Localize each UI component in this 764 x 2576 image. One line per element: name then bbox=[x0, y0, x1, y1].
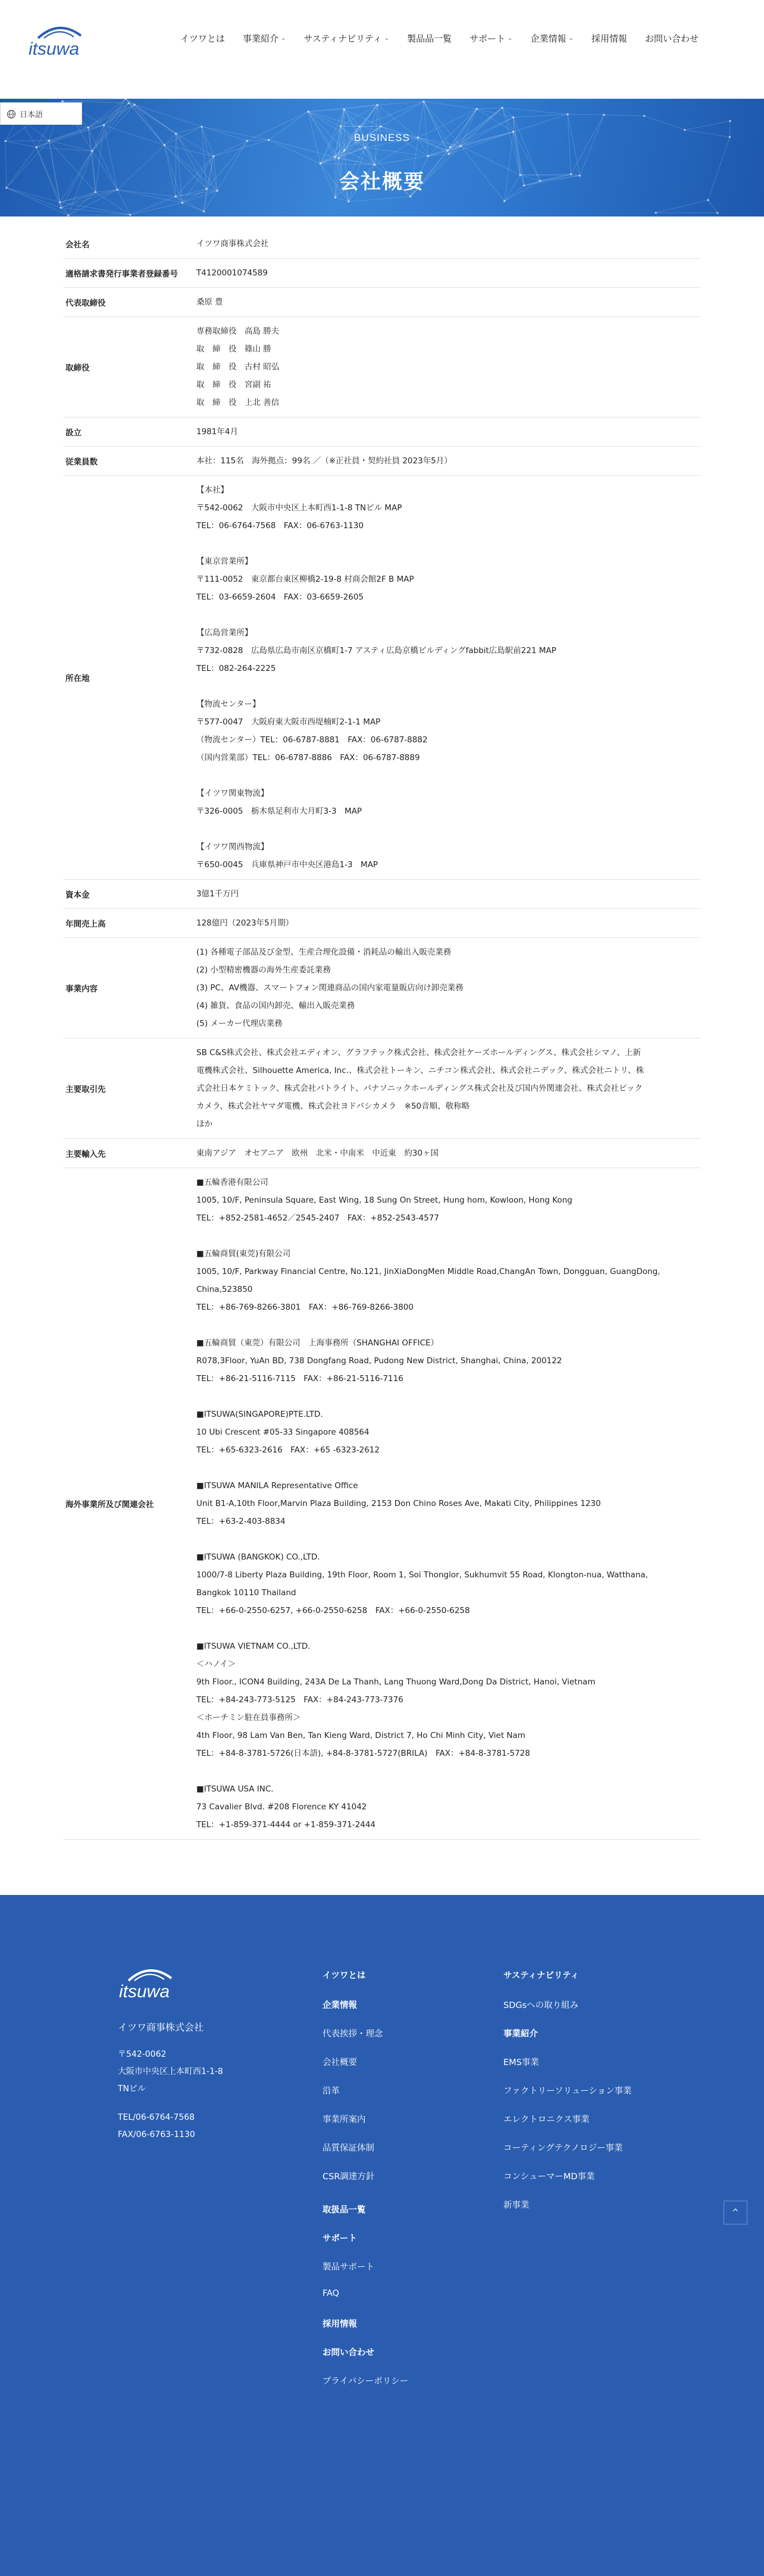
footer-logo[interactable] bbox=[117, 1963, 188, 2007]
chevron-down-icon: ⌄ bbox=[384, 35, 390, 42]
row-value-line: Unit B1-A,10th Floor,Marvin Plaza Building, 2153 Don Chino Roses Ave, Makati City, Philippines 1230 bbox=[196, 1499, 601, 1508]
row-value-line: 3億1千万円 bbox=[196, 889, 239, 899]
row-value-line: TEL：+84-243-773-5125 FAX：+84-243-773-7376 bbox=[196, 1695, 403, 1705]
row-value-line: 1005, 10/F, Parkway Financial Centre, No.121, JinXiaDongMen Middle Road,ChangAn Town, Dongguan, GuangDong, bbox=[196, 1267, 660, 1276]
row-value-line bbox=[196, 535, 701, 553]
row-value-line: ■ITSUWA (BANGKOK) CO.,LTD. bbox=[196, 1552, 320, 1562]
row-value bbox=[196, 418, 701, 446]
footer-link[interactable]: イツワとは bbox=[322, 1971, 366, 1981]
row-value bbox=[196, 1168, 701, 1839]
table-row bbox=[63, 288, 701, 317]
logo[interactable] bbox=[26, 20, 98, 62]
row-value-line: (4) 雑貨、食品の国内卸売、輸出入販売業務 bbox=[196, 1001, 355, 1011]
row-label: 所在地 bbox=[65, 674, 90, 683]
nav-item-label: 採用情報 bbox=[591, 33, 627, 44]
row-value-line: 東南アジア オセアニア 欧州 北米・中南米 中近東 約30ヶ国 bbox=[196, 1149, 439, 1158]
chevron-down-icon: ⌄ bbox=[508, 35, 513, 42]
row-value-line: 〒326-0005 栃木県足利市大月町3-3 MAP bbox=[196, 807, 362, 816]
row-value-line: 9th Floor., ICON4 Building, 243A De La Thanh, Lang Thuong Ward,Dong Da District, Hanoi, Vietnam bbox=[196, 1677, 596, 1687]
row-value bbox=[196, 909, 701, 937]
row-value bbox=[196, 288, 701, 316]
table-row bbox=[63, 1168, 701, 1840]
network-pattern-icon bbox=[0, 99, 764, 217]
row-value-line: (3) PC、AV機器、スマートフォン関連商品の国内家電量販店向け卸売業務 bbox=[196, 983, 464, 993]
row-value-line: 〒650-0045 兵庫県神戸市中央区港島1-3 MAP bbox=[196, 860, 378, 870]
table-row bbox=[63, 880, 701, 909]
footer-logo-icon bbox=[117, 1963, 188, 2004]
footer-contact bbox=[118, 2109, 195, 2144]
nav-item[interactable] bbox=[645, 32, 699, 45]
row-value-line: ＜ホーチミン駐在員事務所＞ bbox=[196, 1713, 301, 1722]
company-overview-table bbox=[63, 230, 701, 1840]
site-header bbox=[0, 0, 764, 71]
row-value-line: 取 締 役 上北 善信 bbox=[196, 398, 280, 407]
row-value-line: TEL：+1-859-371-4444 or +1-859-371-2444 bbox=[196, 1820, 376, 1830]
row-value-line bbox=[196, 1388, 701, 1405]
main-nav bbox=[162, 32, 699, 45]
page-title: 会社概要 bbox=[339, 170, 425, 194]
nav-item[interactable] bbox=[591, 32, 627, 45]
row-value-line: ほか bbox=[196, 1119, 212, 1129]
chevron-down-icon: ⌄ bbox=[280, 35, 286, 42]
footer-fax: FAX/06-6763-1130 bbox=[118, 2130, 195, 2139]
row-value-line bbox=[196, 820, 701, 838]
row-value-line: ＜ハノイ＞ bbox=[196, 1659, 236, 1669]
row-value-line: 10 Ubi Crescent #05-33 Singapore 408564 bbox=[196, 1427, 370, 1437]
row-value-line: TEL：+86-769-8266-3801 FAX：+86-769-8266-3800 bbox=[196, 1303, 414, 1312]
row-value-line bbox=[196, 1316, 701, 1334]
footer-link[interactable]: 沿革 bbox=[322, 2086, 340, 2096]
hero-banner bbox=[0, 99, 764, 217]
row-value-line: (2) 小型精密機器の海外生産委託業務 bbox=[196, 965, 331, 975]
back-to-top-button[interactable] bbox=[724, 2201, 747, 2224]
row-value-line bbox=[196, 767, 701, 785]
table-row bbox=[63, 909, 701, 938]
row-value-line bbox=[196, 606, 701, 624]
footer-link[interactable]: サポート bbox=[322, 2234, 357, 2244]
footer-link[interactable]: CSR調達方針 bbox=[322, 2172, 375, 2182]
row-value-line: 【イツワ関東物流】 bbox=[196, 789, 269, 798]
hero-subtitle: BUSINESS bbox=[354, 132, 410, 143]
row-value-line: ■五輪商貿(東莞)有限公司 bbox=[196, 1249, 291, 1259]
footer-address-line: TNビル bbox=[118, 2084, 146, 2094]
row-value-line: TEL：+86-21-5116-7115 FAX：+86-21-5116-7116 bbox=[196, 1374, 403, 1383]
row-value-line bbox=[196, 1227, 701, 1245]
row-value-line: （物流センター）TEL：06-6787-8881 FAX：06-6787-8882 bbox=[196, 735, 428, 745]
row-label: 取締役 bbox=[65, 363, 90, 373]
row-value-line: イツワ商事株式会社 bbox=[196, 239, 269, 249]
footer-link[interactable]: 事業所案内 bbox=[322, 2115, 366, 2125]
footer-link[interactable]: SDGsへの取り組み bbox=[503, 2001, 579, 2010]
svg-text:itsuwa: itsuwa bbox=[29, 39, 80, 59]
row-value-line: TEL：03-6659-2604 FAX：03-6659-2605 bbox=[196, 592, 364, 602]
footer-link[interactable]: EMS事業 bbox=[503, 2058, 539, 2067]
table-row bbox=[63, 447, 701, 476]
row-value-line: TEL：+84-8-3781-5726(日本語), +84-8-3781-5727(BRILA) FAX：+84-8-3781-5728 bbox=[196, 1749, 530, 1758]
row-value-line: (1) 各種電子部品及び金型、生産合理化設備・消耗品の輸出入販売業務 bbox=[196, 947, 452, 957]
site-footer bbox=[0, 1895, 764, 2576]
table-row bbox=[63, 317, 701, 418]
footer-link[interactable]: コンシューマーMD事業 bbox=[503, 2172, 595, 2182]
row-value-line bbox=[196, 1620, 701, 1637]
footer-link[interactable]: 製品サポート bbox=[322, 2263, 374, 2272]
nav-item-label: イツワとは bbox=[180, 33, 225, 44]
row-value-line: ■五輪香港有限公司 bbox=[196, 1178, 268, 1187]
footer-link[interactable]: エレクトロニクス事業 bbox=[503, 2115, 590, 2125]
row-label: 適格請求書発行事業者登録番号 bbox=[65, 269, 178, 279]
row-value bbox=[196, 317, 701, 417]
row-value-line: 〒542-0062 大阪市中央区上本町西1-1-8 TNビル MAP bbox=[196, 503, 402, 513]
nav-item[interactable] bbox=[243, 32, 286, 45]
footer-link[interactable]: プライバシーポリシー bbox=[322, 2377, 409, 2386]
table-row bbox=[63, 1139, 701, 1168]
row-value-line: 〒111-0052 東京都台東区柳橋2-19-8 村商会館2F B MAP bbox=[196, 575, 414, 584]
nav-item-label: 製品品一覧 bbox=[407, 33, 452, 44]
row-value-line: T4120001074589 bbox=[196, 268, 268, 278]
row-value-line: 4th Floor, 98 Lam Van Ben, Tan Kieng Ward, District 7, Ho Chi Minh City, Viet Nam bbox=[196, 1731, 525, 1740]
row-value-line: ■ITSUWA VIETNAM CO.,LTD. bbox=[196, 1642, 311, 1651]
language-selector[interactable] bbox=[0, 102, 82, 125]
row-value-line: 【物流センター】 bbox=[196, 699, 261, 709]
footer-link[interactable]: 品質保証体制 bbox=[322, 2144, 374, 2153]
row-label: 海外事業所及び関連会社 bbox=[65, 1500, 154, 1510]
footer-link[interactable]: サスティナビリティ bbox=[503, 1971, 580, 1981]
row-label: 主要輸入先 bbox=[65, 1150, 106, 1159]
row-value-line: 【イツワ関西物流】 bbox=[196, 842, 269, 852]
row-value-line: 本社：115名 海外拠点：99名 ／（※正社員・契約社員 2023年5月） bbox=[196, 456, 452, 466]
row-value-line: 式会社日本ケミトック、株式会社パトライト、パナソニックホールディングス株式会社及び国内外関連会社、株式会社ビック bbox=[196, 1084, 643, 1093]
svg-text:itsuwa: itsuwa bbox=[119, 1982, 170, 2001]
nav-item-label: 企業情報 bbox=[530, 33, 566, 44]
row-value bbox=[196, 880, 701, 908]
row-value-line: 〒732-0828 広島県広島市南区京橋町1-7 アスティ広島京橋ビルディングfabbit広島駅前221 MAP bbox=[196, 646, 556, 655]
row-value-line: TEL：+852-2581-4652／2545-2407 FAX：+852-2543-4577 bbox=[196, 1213, 439, 1223]
footer-link[interactable]: 会社概要 bbox=[322, 2058, 357, 2067]
footer-company-name: イツワ商事株式会社 bbox=[118, 2022, 204, 2033]
nav-item[interactable] bbox=[469, 32, 512, 45]
row-value-line: 【本社】 bbox=[196, 485, 228, 495]
row-value-line: 【広島営業所】 bbox=[196, 628, 253, 638]
row-label: 従業員数 bbox=[65, 457, 98, 467]
row-value-line: 電機株式会社、Silhouette America, Inc.、株式会社トーキン、ニチコン株式会社、株式会社ニデック、株式会社ニトリ、株 bbox=[196, 1066, 644, 1075]
row-value-line bbox=[196, 1459, 701, 1477]
footer-link[interactable]: 企業情報 bbox=[322, 2001, 357, 2010]
table-row bbox=[63, 476, 701, 880]
row-value-line: ■ITSUWA(SINGAPORE)PTE.LTD. bbox=[196, 1410, 323, 1419]
row-value-line: 取 締 役 宮副 祐 bbox=[196, 380, 271, 390]
row-label: 代表取締役 bbox=[65, 299, 106, 308]
row-label: 年間売上高 bbox=[65, 920, 106, 929]
nav-item-label: サポート bbox=[469, 33, 506, 44]
row-value-line: 取 締 役 篠山 勝 bbox=[196, 344, 271, 354]
row-value-line: Bangkok 10110 Thailand bbox=[196, 1588, 296, 1598]
row-value bbox=[196, 1038, 701, 1138]
nav-item[interactable] bbox=[180, 32, 225, 45]
row-value-line: ■ITSUWA MANILA Representative Office bbox=[196, 1481, 358, 1491]
row-label: 主要取引先 bbox=[65, 1085, 106, 1094]
row-value-line: 【東京営業所】 bbox=[196, 557, 253, 566]
footer-address-line: 大阪市中央区上本町西1-1-8 bbox=[118, 2067, 223, 2076]
footer-link[interactable]: 代表挨拶・理念 bbox=[322, 2029, 383, 2039]
row-label: 資本金 bbox=[65, 890, 90, 900]
footer-address-line: 〒542-0062 bbox=[118, 2050, 167, 2059]
row-value-line: 1981年4月 bbox=[196, 427, 238, 437]
row-value-line: 桑原 豊 bbox=[196, 297, 223, 307]
row-value-line: 〒577-0047 大阪府東大阪市西堤楠町2-1-1 MAP bbox=[196, 717, 381, 727]
footer-link[interactable]: お問い合わせ bbox=[322, 2348, 374, 2358]
language-label: 日本語 bbox=[20, 110, 43, 120]
footer-link[interactable]: 事業紹介 bbox=[503, 2029, 538, 2039]
table-row bbox=[63, 418, 701, 447]
row-value bbox=[196, 938, 701, 1038]
footer-link[interactable]: 取扱品一覧 bbox=[322, 2205, 366, 2215]
nav-item[interactable] bbox=[531, 32, 574, 45]
row-value-line: SB C&S株式会社、株式会社エディオン、グラフテック株式会社、株式会社ケーズホールディングス、株式会社シマノ、上新 bbox=[196, 1048, 641, 1058]
logo-icon bbox=[26, 20, 98, 62]
row-value-line bbox=[196, 1762, 701, 1780]
row-value bbox=[196, 447, 701, 475]
footer-link[interactable]: 新事業 bbox=[503, 2201, 530, 2210]
row-value-line: ■ITSUWA USA INC. bbox=[196, 1784, 274, 1794]
row-value-line: カメラ、株式会社ヤマダ電機、株式会社ヨドバシカメラ ※50音順、敬称略 bbox=[196, 1102, 470, 1111]
row-value-line: (5) メーカー代理店業務 bbox=[196, 1019, 283, 1028]
row-value-line: 128億円（2023年5月期） bbox=[196, 918, 294, 928]
row-value-line: 1000/7-8 Liberty Plaza Building, 19th Floor, Room 1, Soi Thonglor, Sukhumvit 55 Road, Klongton-nua, Watthana, bbox=[196, 1570, 648, 1580]
row-value-line: TEL：06-6764-7568 FAX：06-6763-1130 bbox=[196, 521, 364, 531]
row-value bbox=[196, 1139, 701, 1168]
nav-item[interactable] bbox=[303, 32, 389, 45]
footer-link[interactable]: 採用情報 bbox=[322, 2320, 357, 2329]
row-value-line: （国内営業部）TEL：06-6787-8886 FAX：06-6787-8889 bbox=[196, 753, 420, 763]
row-value-line: TEL：+66-0-2550-6257, +66-0-2550-6258 FAX：+66-0-2550-6258 bbox=[196, 1606, 470, 1615]
footer-link[interactable]: FAQ bbox=[322, 2289, 340, 2298]
chevron-down-icon: ⌄ bbox=[568, 35, 574, 42]
nav-item-label: お問い合わせ bbox=[644, 33, 699, 44]
footer-link[interactable]: ファクトリーソリューション事業 bbox=[503, 2086, 632, 2096]
row-value-line: ■五輪商貿（東莞）有限公司 上海事務所（SHANGHAI OFFICE） bbox=[196, 1338, 439, 1348]
footer-address bbox=[118, 2046, 223, 2098]
nav-item-label: 事業紹介 bbox=[242, 33, 278, 44]
row-value-line: 取 締 役 古村 昭弘 bbox=[196, 362, 280, 372]
row-value-line: 専務取締役 高島 勝夫 bbox=[196, 327, 280, 336]
footer-link[interactable]: コーティングテクノロジー事業 bbox=[503, 2144, 623, 2153]
row-value-line: 1005, 10/F, Peninsula Square, East Wing, 18 Sung On Street, Hung hom, Kowloon, Hong Kong bbox=[196, 1196, 572, 1205]
row-value-line: TEL：+63-2-403-8834 bbox=[196, 1517, 286, 1526]
footer-tel: TEL/06-6764-7568 bbox=[118, 2113, 195, 2122]
row-value-line: TEL：+65-6323-2616 FAX：+65 -6323-2612 bbox=[196, 1445, 380, 1455]
row-label: 会社名 bbox=[65, 240, 90, 250]
row-value-line: R078,3Floor, YuAn BD, 738 Dongfang Road, Pudong New District, Shanghai, China, 200122 bbox=[196, 1356, 562, 1366]
row-value-line: TEL：082-264-2225 bbox=[196, 664, 276, 673]
nav-item[interactable] bbox=[407, 32, 452, 45]
row-value-line: China,523850 bbox=[196, 1285, 253, 1294]
row-value-line bbox=[196, 1530, 701, 1548]
table-row bbox=[63, 1038, 701, 1139]
row-value bbox=[196, 259, 701, 287]
table-row bbox=[63, 938, 701, 1038]
row-value-line bbox=[196, 677, 701, 695]
row-label: 事業内容 bbox=[65, 984, 98, 994]
row-label: 設立 bbox=[65, 428, 82, 438]
nav-item-label: サスティナビリティ bbox=[303, 33, 382, 44]
row-value bbox=[196, 476, 701, 879]
row-value bbox=[196, 230, 701, 258]
chevron-up-icon: ^ bbox=[732, 2208, 739, 2217]
globe-icon bbox=[7, 109, 16, 119]
table-row bbox=[63, 230, 701, 259]
table-row bbox=[63, 259, 701, 288]
row-value-line: 73 Cavalier Blvd. #208 Florence KY 41042 bbox=[196, 1802, 367, 1812]
